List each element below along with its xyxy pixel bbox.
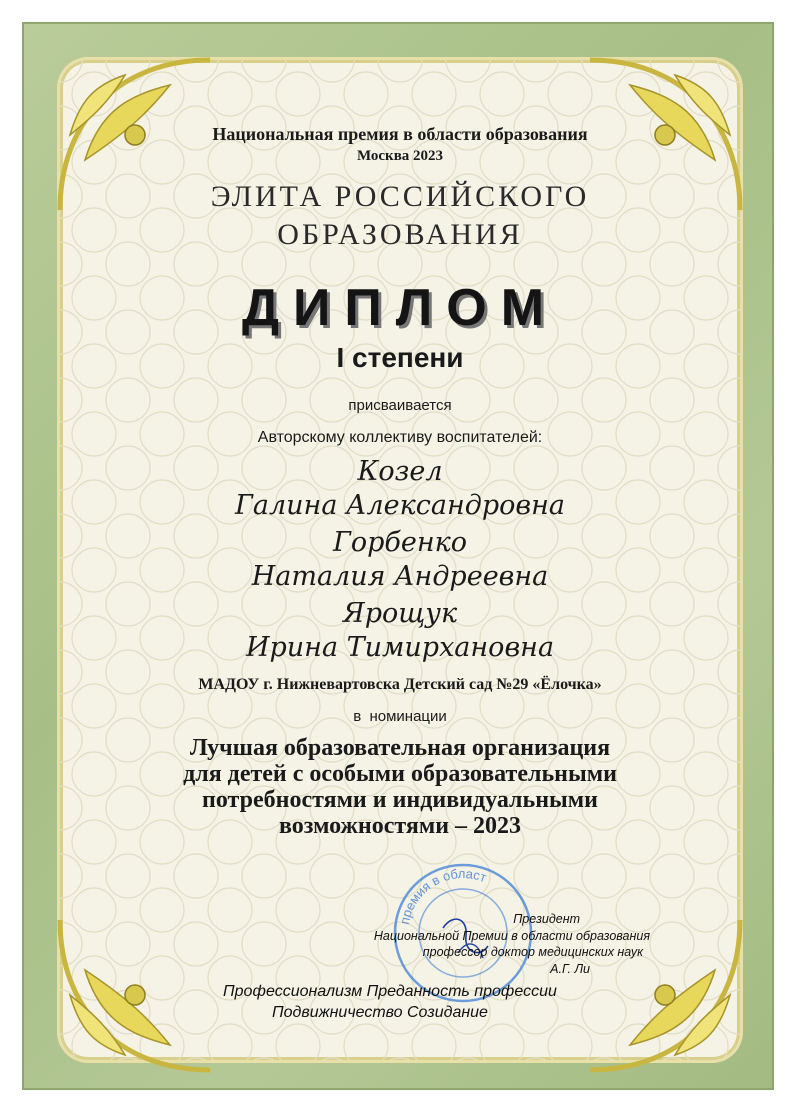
nomination-line-1: Лучшая образовательная организация bbox=[189, 735, 611, 761]
in-nomination-label: в номинации bbox=[353, 708, 447, 725]
recipient-given-name-2: Наталия Андреевна bbox=[251, 561, 549, 592]
nomination-line-2: для детей с особыми образовательными bbox=[183, 761, 617, 787]
motto-line-2: Подвижничество Созидание bbox=[272, 1004, 488, 1021]
organization-name: МАДОУ г. Нижневартовска Детский сад №29 «Ёлочка» bbox=[198, 676, 602, 693]
city-year: Москва 2023 bbox=[356, 148, 444, 164]
diploma-heading: ДИПЛОМ bbox=[241, 279, 559, 337]
title-line-2: ОБРАЗОВАНИЯ bbox=[277, 218, 523, 251]
award-name: Национальная премия в области образования bbox=[212, 124, 588, 144]
recipient-surname-3: Ярощук bbox=[342, 598, 458, 629]
title-line-1: ЭЛИТА РОССИЙСКОГО bbox=[210, 180, 590, 213]
nomination-line-3: потребностями и индивидуальными bbox=[202, 787, 598, 813]
signatory-name: А.Г. Ли bbox=[550, 962, 590, 976]
degree-label: I степени bbox=[336, 342, 464, 373]
recipient-surname-2: Горбенко bbox=[332, 527, 468, 558]
nomination-line-4: возможностями – 2023 bbox=[278, 813, 522, 839]
stamp-text: премия в област bbox=[396, 865, 489, 926]
motto-line-1: Профессионализм Преданность профессии bbox=[223, 983, 557, 1000]
team-label: Авторскому коллективу воспитателей: bbox=[257, 429, 543, 446]
recipient-given-name-1: Галина Александровна bbox=[234, 490, 565, 521]
recipient-surname-1: Козел bbox=[357, 456, 443, 487]
recipient-given-name-3: Ирина Тимирхановна bbox=[245, 632, 555, 663]
awarded-text: присваивается bbox=[348, 397, 452, 414]
signatory-degree: профессор доктор медицинских наук bbox=[422, 945, 643, 959]
signatory-position: Национальной Премии в области образования bbox=[373, 929, 650, 943]
signatory-role: Президент bbox=[513, 912, 580, 926]
